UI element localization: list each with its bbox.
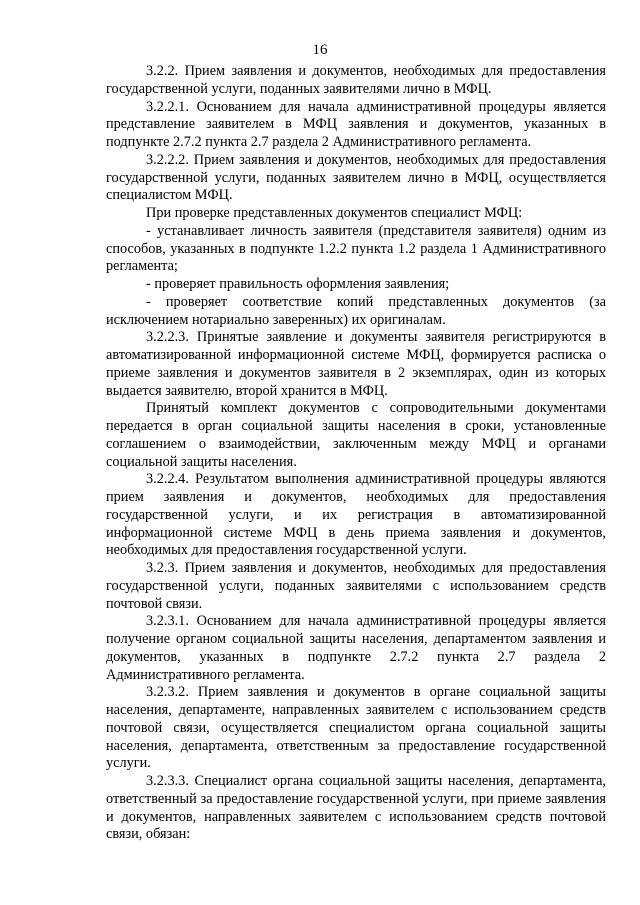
page-number: 16 [312,42,328,58]
paragraph-3-2-2-3: 3.2.2.3. Принятые заявление и документы заявителя регистрируются в автоматизированной информационной системе МФЦ, формируется расписка о приеме заявления и документов заявителя в 2 экземплярах, один из которых выдается заявителю, второй хранится в МФЦ. [106,329,606,399]
paragraph-transfer: Принятый комплект документов с сопроводительными документами передается в орган социальной защиты населения в сроки, установленные соглашением о взаимодействии, заключенным между МФЦ и органами социальной защиты населения. [106,400,606,470]
list-item-identity: - устанавливает личность заявителя (представителя заявителя) одним из способов, указанных в подпункте 1.2.2 пункта 1.2 раздела 1 Административного регламента; [106,222,606,275]
paragraph-3-2-3-3: 3.2.3.3. Специалист органа социальной защиты населения, департамента, ответственный за предоставление государственной услуги, при приеме заявления и документов, направленных заявителем с использованием средств почтовой связи, обязан: [106,773,606,843]
paragraph-3-2-2-4: 3.2.2.4. Результатом выполнения административной процедуры являются прием заявления и документов, необходимых для предоставления государственной услуги, и их регистрация в автоматизированной информационной системе МФЦ в день приема заявления и документов, необходимых для предоставления государственной услуги. [106,471,606,559]
paragraph-3-2-3-heading: 3.2.3. Прием заявления и документов, необходимых для предоставления государственной услуги, поданных заявителями с использованием средств почтовой связи. [106,560,606,612]
paragraph-3-2-3-1: 3.2.3.1. Основанием для начала административной процедуры является получение органом социальной защиты населения, департаментом заявления и документов, указанных в подпункте 2.7.2 пункта 2.7 раздела 2 Административного регламента. [106,613,606,683]
paragraph-3-2-2-2: 3.2.2.2. Прием заявления и документов, необходимых для предоставления государственной услуги, поданных заявителем лично в МФЦ, осуществляется специалистом МФЦ. [106,151,606,204]
paragraph-3-2-2-1: 3.2.2.1. Основанием для начала административной процедуры является представление заявителем в МФЦ заявления и документов, указанных в подпункте 2.7.2 пункта 2.7 раздела 2 Административного регламента. [106,98,606,150]
list-item-copies-check: - проверяет соответствие копий представленных документов (за исключением нотариально заверенных) их оригиналам. [106,293,606,328]
list-item-form-check: - проверяет правильность оформления заявления; [146,276,450,292]
paragraph-3-2-3-2: 3.2.3.2. Прием заявления и документов в органе социальной защиты населения, департаменте, направленных заявителем с использованием средств почтовой связи, осуществляется специалистом органа социальной защиты населения, департамента, ответственным за предоставление государственной услуги. [106,684,606,772]
document-body [106,63,606,844]
paragraph-3-2-2-heading: 3.2.2. Прием заявления и документов, необходимых для предоставления государственной услуги, поданных заявителями лично в МФЦ. [106,63,606,97]
paragraph-check-intro: При проверке представленных документов специалист МФЦ: [146,205,523,221]
